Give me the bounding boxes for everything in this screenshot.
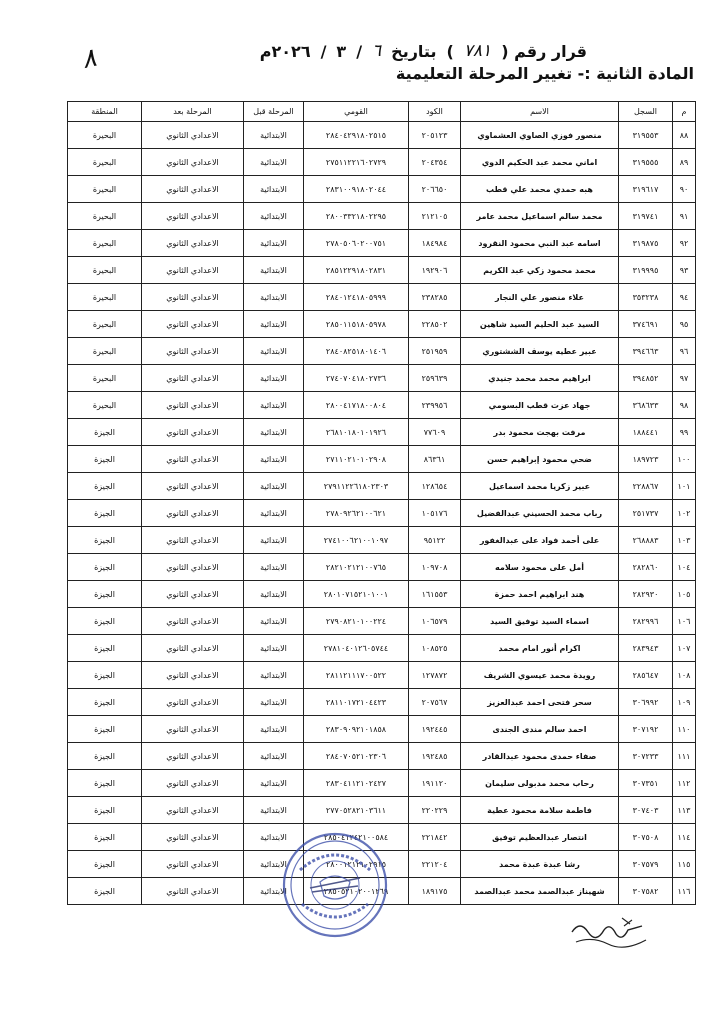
stage-after-cell: الاعدادي الثانوي: [142, 527, 244, 554]
record-number-cell: ٣١٩٥٥٥: [619, 149, 673, 176]
date-separator: /: [356, 41, 363, 61]
region-cell: الجيزة: [68, 500, 142, 527]
stage-before-cell: الابتدائية: [244, 527, 304, 554]
record-number-cell: ٢٨٢٩٣٠: [619, 581, 673, 608]
record-number-cell: ٣١٩٧٤١: [619, 203, 673, 230]
stage-after-cell: الاعدادي الثانوي: [142, 149, 244, 176]
region-cell: البحيرة: [68, 176, 142, 203]
record-number-cell: ٣٧٤٦٩١: [619, 311, 673, 338]
record-number-cell: ٣٩٤٦٦٣: [619, 338, 673, 365]
region-cell: البحيرة: [68, 284, 142, 311]
table-row: [68, 473, 696, 500]
person-name-cell: محمد سالم اسماعيل محمد عامر: [461, 203, 619, 230]
national-id-cell: ٢٧٤٠٧٠٤١٨٠٢٧٣٦: [304, 365, 409, 392]
date-day: ٦: [372, 41, 382, 61]
record-number-cell: ٣١٩٦١٧: [619, 176, 673, 203]
person-code-cell: ١٩١١٢٠: [409, 770, 461, 797]
stage-before-cell: الابتدائية: [244, 338, 304, 365]
stage-before-cell: الابتدائية: [244, 392, 304, 419]
column-header-record: السجل: [619, 102, 673, 122]
region-cell: البحيرة: [68, 230, 142, 257]
region-cell: الجيزة: [68, 527, 142, 554]
roster-table: [67, 101, 696, 905]
region-cell: البحيرة: [68, 365, 142, 392]
person-name-cell: السيد عبد الحليم السيد شاهين: [461, 311, 619, 338]
person-name-cell: هند ابراهيم احمد حمزة: [461, 581, 619, 608]
date-separator: /: [320, 41, 327, 61]
region-cell: الجيزة: [68, 473, 142, 500]
national-id-cell: ٢٨٥٠٥٢١٠٢٠٠١٢٦٩: [304, 878, 409, 905]
person-code-cell: ١٠٩٧٠٨: [409, 554, 461, 581]
column-header-index: م: [673, 102, 696, 122]
stage-before-cell: الابتدائية: [244, 608, 304, 635]
record-number-cell: ٣٩٤٨٥٢: [619, 365, 673, 392]
table-row: [68, 689, 696, 716]
row-index-cell: ٩٥: [673, 311, 696, 338]
table-row: [68, 230, 696, 257]
region-cell: الجيزة: [68, 608, 142, 635]
national-id-cell: ٢٨٣٠٩٠٩٢١٠١٨٥٨: [304, 716, 409, 743]
person-name-cell: سحر فتحى احمد عبدالعزيز: [461, 689, 619, 716]
stage-after-cell: الاعدادي الثانوي: [142, 770, 244, 797]
table-row: [68, 365, 696, 392]
national-id-cell: ٢٧٧٠٥٢٨٢١٠٣٦١١: [304, 797, 409, 824]
stage-before-cell: الابتدائية: [244, 230, 304, 257]
national-id-cell: ٢٨٢١٠٢١٢١٠٠٧٦٥: [304, 554, 409, 581]
national-id-cell: ٢٨٤٠١٢٤١٨٠٥٩٩٩: [304, 284, 409, 311]
stage-after-cell: الاعدادي الثانوي: [142, 257, 244, 284]
table-row: [68, 446, 696, 473]
region-cell: البحيرة: [68, 257, 142, 284]
stage-before-cell: الابتدائية: [244, 689, 304, 716]
region-cell: الجيزة: [68, 797, 142, 824]
table-row: [68, 554, 696, 581]
stage-after-cell: الاعدادي الثانوي: [142, 878, 244, 905]
decision-number: ٧٨١: [463, 41, 492, 61]
row-index-cell: ٩٤: [673, 284, 696, 311]
stage-before-cell: الابتدائية: [244, 581, 304, 608]
official-stamp: [280, 830, 390, 940]
stage-after-cell: الاعدادي الثانوي: [142, 122, 244, 149]
national-id-cell: ٢٨١١٠١٧٢١٠٤٤٢٣: [304, 689, 409, 716]
person-name-cell: علاء منصور علي النجار: [461, 284, 619, 311]
region-cell: الجيزة: [68, 743, 142, 770]
record-number-cell: ٣١٩٩٩٥: [619, 257, 673, 284]
region-cell: البحيرة: [68, 338, 142, 365]
person-code-cell: ٢٢١٢٠٤: [409, 851, 461, 878]
stage-after-cell: الاعدادي الثانوي: [142, 203, 244, 230]
stage-after-cell: الاعدادي الثانوي: [142, 635, 244, 662]
row-index-cell: ٩١: [673, 203, 696, 230]
person-code-cell: ١٩٢٩٠٦: [409, 257, 461, 284]
person-name-cell: اكرام أنور امام محمد: [461, 635, 619, 662]
national-id-cell: ٢٨٠١٠٧١٥٢١٠١٠٠١: [304, 581, 409, 608]
person-code-cell: ٢٠٤٣٥٤: [409, 149, 461, 176]
row-index-cell: ١١٥: [673, 851, 696, 878]
stage-after-cell: الاعدادي الثانوي: [142, 500, 244, 527]
table-row: [68, 203, 696, 230]
date-year: ٢٠٢٦م: [259, 41, 311, 61]
table-row: [68, 500, 696, 527]
record-number-cell: ٢٥١٧٣٧: [619, 500, 673, 527]
region-cell: الجيزة: [68, 689, 142, 716]
person-name-cell: أمل على محمود سلامه: [461, 554, 619, 581]
stage-after-cell: الاعدادي الثانوي: [142, 176, 244, 203]
record-number-cell: ٢٨٥٦٤٧: [619, 662, 673, 689]
table-row: [68, 149, 696, 176]
region-cell: البحيرة: [68, 149, 142, 176]
record-number-cell: ١٨٩٧٢٣: [619, 446, 673, 473]
region-cell: الجيزة: [68, 419, 142, 446]
national-id-cell: ٢٨٤٠٤٢٩١٨٠٢٥١٥: [304, 122, 409, 149]
stage-before-cell: الابتدائية: [244, 635, 304, 662]
row-index-cell: ١٠٤: [673, 554, 696, 581]
table-header-row: [68, 102, 696, 122]
region-cell: الجيزة: [68, 581, 142, 608]
record-number-cell: ٣٠٧٥٠٨: [619, 824, 673, 851]
stage-before-cell: الابتدائية: [244, 311, 304, 338]
national-id-cell: ٢٨٣١٠٠٩١٨٠٢٠٤٤: [304, 176, 409, 203]
table-row: [68, 527, 696, 554]
national-id-cell: ٢٨٠٠٣٣٢١٨٠٢٢٩٥: [304, 203, 409, 230]
stage-after-cell: الاعدادي الثانوي: [142, 581, 244, 608]
article-title: المادة الثانية :- تغيير المرحلة التعليمية: [395, 64, 694, 83]
national-id-cell: ٢٨٥٠٤١٢٤٢١٠٠٥٨٤: [304, 824, 409, 851]
person-name-cell: انتصار عبدالعظيم توفيق: [461, 824, 619, 851]
table-row: [68, 176, 696, 203]
row-index-cell: ٩٦: [673, 338, 696, 365]
region-cell: الجيزة: [68, 635, 142, 662]
date-month: ٣: [336, 41, 347, 61]
person-name-cell: عبير زكريا محمد اسماعيل: [461, 473, 619, 500]
stage-before-cell: الابتدائية: [244, 770, 304, 797]
person-code-cell: ٩٥١٢٢: [409, 527, 461, 554]
person-code-cell: ١٩٢٤٤٥: [409, 716, 461, 743]
person-name-cell: صفاء حمدى محمود عبدالقادر: [461, 743, 619, 770]
person-name-cell: رحاب محمد مدبولى سليمان: [461, 770, 619, 797]
region-cell: الجيزة: [68, 770, 142, 797]
national-id-cell: ٢٨٤٠٧٠٥٢١٠٢٣٠٦: [304, 743, 409, 770]
person-name-cell: ابراهيم محمد محمد جنيدي: [461, 365, 619, 392]
region-cell: الجيزة: [68, 716, 142, 743]
person-code-cell: ٢٠٥١٢٣: [409, 122, 461, 149]
region-cell: البحيرة: [68, 311, 142, 338]
table-row: [68, 635, 696, 662]
stage-after-cell: الاعدادي الثانوي: [142, 554, 244, 581]
person-code-cell: ١٩٢٤٨٥: [409, 743, 461, 770]
person-name-cell: فاطمة سلامة محمود عطية: [461, 797, 619, 824]
person-code-cell: ١٨٩١٧٥: [409, 878, 461, 905]
national-id-cell: ٢٨٥٠١١٥١٨٠٥٩٧٨: [304, 311, 409, 338]
row-index-cell: ١١١: [673, 743, 696, 770]
person-name-cell: رويدة محمد عيسوي الشريف: [461, 662, 619, 689]
person-name-cell: اماني محمد عبد الحكيم الدوي: [461, 149, 619, 176]
person-code-cell: ٢٥٩٦٣٩: [409, 365, 461, 392]
record-number-cell: ٢٦٨٨٨٣: [619, 527, 673, 554]
record-number-cell: ٣٦٨٦٣٣: [619, 392, 673, 419]
row-index-cell: ١٠٠: [673, 446, 696, 473]
person-name-cell: جهاد عزت قطب البسومي: [461, 392, 619, 419]
person-code-cell: ٨٦٣٦١: [409, 446, 461, 473]
national-id-cell: ٢٨٠٠٤١٧١٨٠٠٨٠٤: [304, 392, 409, 419]
stage-before-cell: الابتدائية: [244, 257, 304, 284]
person-code-cell: ٢٣٨٢٨٥: [409, 284, 461, 311]
row-index-cell: ٩٠: [673, 176, 696, 203]
table-row: [68, 392, 696, 419]
row-index-cell: ٨٩: [673, 149, 696, 176]
person-name-cell: اسامه عبد النبي محمود النقرود: [461, 230, 619, 257]
record-number-cell: ٣٠٧١٩٢: [619, 716, 673, 743]
table-row: [68, 743, 696, 770]
person-code-cell: ٢٥١٩٥٩: [409, 338, 461, 365]
national-id-cell: ٢٧٨٠٥٠٦٠٢٠٠٧٥١: [304, 230, 409, 257]
national-id-cell: ٢٨١١٢١١١٧٠٠٥٢٢: [304, 662, 409, 689]
national-id-cell: ٢٦٨١٠١٨٠١٠١٩٢٦: [304, 419, 409, 446]
person-name-cell: عبير عطيه يوسف الششتوري: [461, 338, 619, 365]
stage-after-cell: الاعدادي الثانوي: [142, 473, 244, 500]
person-name-cell: اسماء السيد توفيق السيد: [461, 608, 619, 635]
person-name-cell: محمد محمود زكي عبد الكريم: [461, 257, 619, 284]
table-row: [68, 716, 696, 743]
row-index-cell: ١١٤: [673, 824, 696, 851]
stage-after-cell: الاعدادي الثانوي: [142, 689, 244, 716]
table-row: [68, 311, 696, 338]
record-number-cell: ٣٠٧٥٨٢: [619, 878, 673, 905]
row-index-cell: ١٠١: [673, 473, 696, 500]
person-code-cell: ١٦١٥٥٣: [409, 581, 461, 608]
region-cell: البحيرة: [68, 122, 142, 149]
row-index-cell: ٩٢: [673, 230, 696, 257]
region-cell: الجيزة: [68, 662, 142, 689]
stage-before-cell: الابتدائية: [244, 284, 304, 311]
stage-before-cell: الابتدائية: [244, 716, 304, 743]
record-number-cell: ٣٠٧٢٣٣: [619, 743, 673, 770]
person-name-cell: هبه حمدي محمد علي قطب: [461, 176, 619, 203]
person-name-cell: مرفت بهجت محمود بدر: [461, 419, 619, 446]
row-index-cell: ١١٦: [673, 878, 696, 905]
stage-after-cell: الاعدادي الثانوي: [142, 311, 244, 338]
person-code-cell: ١٢٧٨٧٢: [409, 662, 461, 689]
person-name-cell: ضحي محمود إبراهيم حسن: [461, 446, 619, 473]
record-number-cell: ٢٨٢٨٦٠: [619, 554, 673, 581]
national-id-cell: ٢٧١١٠٢١٠١٠٢٩٠٨: [304, 446, 409, 473]
region-cell: الجيزة: [68, 554, 142, 581]
column-header-name: الاسم: [461, 102, 619, 122]
row-index-cell: ١٠٧: [673, 635, 696, 662]
column-header-national-id: القومي: [304, 102, 409, 122]
stage-before-cell: الابتدائية: [244, 878, 304, 905]
stage-after-cell: الاعدادي الثانوي: [142, 392, 244, 419]
table-row: [68, 338, 696, 365]
stage-after-cell: الاعدادي الثانوي: [142, 419, 244, 446]
row-index-cell: ٨٨: [673, 122, 696, 149]
person-code-cell: ١٢٨٦٥٤: [409, 473, 461, 500]
row-index-cell: ٩٩: [673, 419, 696, 446]
row-index-cell: ١٠٦: [673, 608, 696, 635]
region-cell: البحيرة: [68, 392, 142, 419]
person-code-cell: ١٠٨٥٢٥: [409, 635, 461, 662]
table-row: [68, 284, 696, 311]
stage-after-cell: الاعدادي الثانوي: [142, 824, 244, 851]
national-id-cell: ٢٨٤٠٨٢٥١٨٠١٤٠٦: [304, 338, 409, 365]
stage-before-cell: الابتدائية: [244, 419, 304, 446]
stage-before-cell: الابتدائية: [244, 473, 304, 500]
decision-line: [125, 38, 587, 64]
national-id-cell: ٢٧٨٠٩٢٦٢١٠٠٦٢١: [304, 500, 409, 527]
page-number: ٨: [79, 42, 99, 76]
column-header-stage-after: المرحلة بعد: [142, 102, 244, 122]
national-id-cell: ٢٧٥١١٢٢١٦٠٢٧٢٩: [304, 149, 409, 176]
national-id-cell: ٢٧٩١١٢٢٦١٨٠٢٣٠٣: [304, 473, 409, 500]
record-number-cell: ٣١٩٨٧٥: [619, 230, 673, 257]
stage-after-cell: الاعدادي الثانوي: [142, 851, 244, 878]
stage-after-cell: الاعدادي الثانوي: [142, 338, 244, 365]
stage-before-cell: الابتدائية: [244, 446, 304, 473]
column-header-code: الكود: [409, 102, 461, 122]
stage-after-cell: الاعدادي الثانوي: [142, 230, 244, 257]
row-index-cell: ٩٧: [673, 365, 696, 392]
record-number-cell: ٣١٩٥٥٣: [619, 122, 673, 149]
stage-after-cell: الاعدادي الثانوي: [142, 743, 244, 770]
record-number-cell: ٣٠٧٤٠٣: [619, 797, 673, 824]
person-code-cell: ٢٢١٨٤٢: [409, 824, 461, 851]
stage-before-cell: الابتدائية: [244, 554, 304, 581]
decision-label: قرار رقم (: [501, 41, 587, 61]
stage-before-cell: الابتدائية: [244, 662, 304, 689]
national-id-cell: ٢٧٩٠٨٢١٠١٠٠٢٢٤: [304, 608, 409, 635]
record-number-cell: ٢٨٣٩٤٣: [619, 635, 673, 662]
person-code-cell: ٢٢٠٢٢٩: [409, 797, 461, 824]
region-cell: البحيرة: [68, 203, 142, 230]
column-header-region: المنطقة: [68, 102, 142, 122]
person-code-cell: ٢٠٦٦٥٠: [409, 176, 461, 203]
person-code-cell: ٢٠٧٥٦٧: [409, 689, 461, 716]
row-index-cell: ١١٢: [673, 770, 696, 797]
person-code-cell: ٢٢٨٥٠٢: [409, 311, 461, 338]
stage-after-cell: الاعدادي الثانوي: [142, 446, 244, 473]
stage-before-cell: الابتدائية: [244, 500, 304, 527]
person-code-cell: ١٨٤٩٨٤: [409, 230, 461, 257]
stage-before-cell: الابتدائية: [244, 743, 304, 770]
column-header-stage-before: المرحلة قبل: [244, 102, 304, 122]
region-cell: الجيزة: [68, 446, 142, 473]
table-row: [68, 122, 696, 149]
region-cell: الجيزة: [68, 824, 142, 851]
table-row: [68, 797, 696, 824]
row-index-cell: ٩٣: [673, 257, 696, 284]
person-name-cell: منصور فوزي الصاوي العشماوي: [461, 122, 619, 149]
person-code-cell: ٧٧٦٠٩: [409, 419, 461, 446]
stage-before-cell: الابتدائية: [244, 824, 304, 851]
stage-before-cell: الابتدائية: [244, 797, 304, 824]
row-index-cell: ٩٨: [673, 392, 696, 419]
national-id-cell: ٢٧٤١٠٠٦٢١٠٠١٠٩٧: [304, 527, 409, 554]
person-name-cell: رباب محمد الحسيني عبدالفضيل: [461, 500, 619, 527]
table-row: [68, 419, 696, 446]
table-row: [68, 662, 696, 689]
national-id-cell: ٢٧٨١٠٤٠١٢٦٠٥٧٤٤: [304, 635, 409, 662]
date-label: بتاريخ: [391, 41, 437, 61]
region-cell: الجيزة: [68, 878, 142, 905]
person-code-cell: ١٠٥١٧٦: [409, 500, 461, 527]
table-row: [68, 770, 696, 797]
stage-before-cell: الابتدائية: [244, 851, 304, 878]
row-index-cell: ١٠٩: [673, 689, 696, 716]
row-index-cell: ١٠٨: [673, 662, 696, 689]
region-cell: الجيزة: [68, 851, 142, 878]
row-index-cell: ١٠٥: [673, 581, 696, 608]
record-number-cell: ٣٥٣٢٣٨: [619, 284, 673, 311]
stage-after-cell: الاعدادي الثانوي: [142, 608, 244, 635]
record-number-cell: ٢٨٢٩٩٦: [619, 608, 673, 635]
row-index-cell: ١١٣: [673, 797, 696, 824]
stage-before-cell: الابتدائية: [244, 122, 304, 149]
national-id-cell: ٢٨٥١٢٢٩١٨٠٢٨٣١: [304, 257, 409, 284]
person-code-cell: ٢٣٩٩٥٦: [409, 392, 461, 419]
record-number-cell: ٣٠٦٩٩٢: [619, 689, 673, 716]
stage-before-cell: الابتدائية: [244, 149, 304, 176]
national-id-cell: ٢٨٣٠٤١١٢١٠٢٤٢٧: [304, 770, 409, 797]
person-name-cell: احمد سالم مندى الجندى: [461, 716, 619, 743]
stage-after-cell: الاعدادي الثانوي: [142, 716, 244, 743]
record-number-cell: ٣٠٧٣٥١: [619, 770, 673, 797]
record-number-cell: ٢٢٨٨٦٧: [619, 473, 673, 500]
record-number-cell: ٣٠٧٥٧٩: [619, 851, 673, 878]
row-index-cell: ١٠٣: [673, 527, 696, 554]
row-index-cell: ١٠٢: [673, 500, 696, 527]
stage-after-cell: الاعدادي الثانوي: [142, 365, 244, 392]
person-name-cell: رشا عبدة عبدة محمد: [461, 851, 619, 878]
stage-before-cell: الابتدائية: [244, 176, 304, 203]
record-number-cell: ١٨٨٤٤١: [619, 419, 673, 446]
person-name-cell: شهيناز عبدالصمد محمد عبدالصمد: [461, 878, 619, 905]
decision-close: ): [446, 41, 454, 61]
person-code-cell: ١٠٦٥٧٩: [409, 608, 461, 635]
row-index-cell: ١١٠: [673, 716, 696, 743]
stage-before-cell: الابتدائية: [244, 203, 304, 230]
stage-after-cell: الاعدادي الثانوي: [142, 797, 244, 824]
signature: [562, 912, 652, 952]
table-row: [68, 608, 696, 635]
stage-before-cell: الابتدائية: [244, 365, 304, 392]
person-name-cell: على أحمد فواد على عبدالغفور: [461, 527, 619, 554]
stage-after-cell: الاعدادي الثانوي: [142, 284, 244, 311]
table-row: [68, 257, 696, 284]
table-row: [68, 581, 696, 608]
stage-after-cell: الاعدادي الثانوي: [142, 662, 244, 689]
person-code-cell: ٢١٢١٠٥: [409, 203, 461, 230]
national-id-cell: ٢٨٠٠١٢١٢١٠٢٩١٥: [304, 851, 409, 878]
